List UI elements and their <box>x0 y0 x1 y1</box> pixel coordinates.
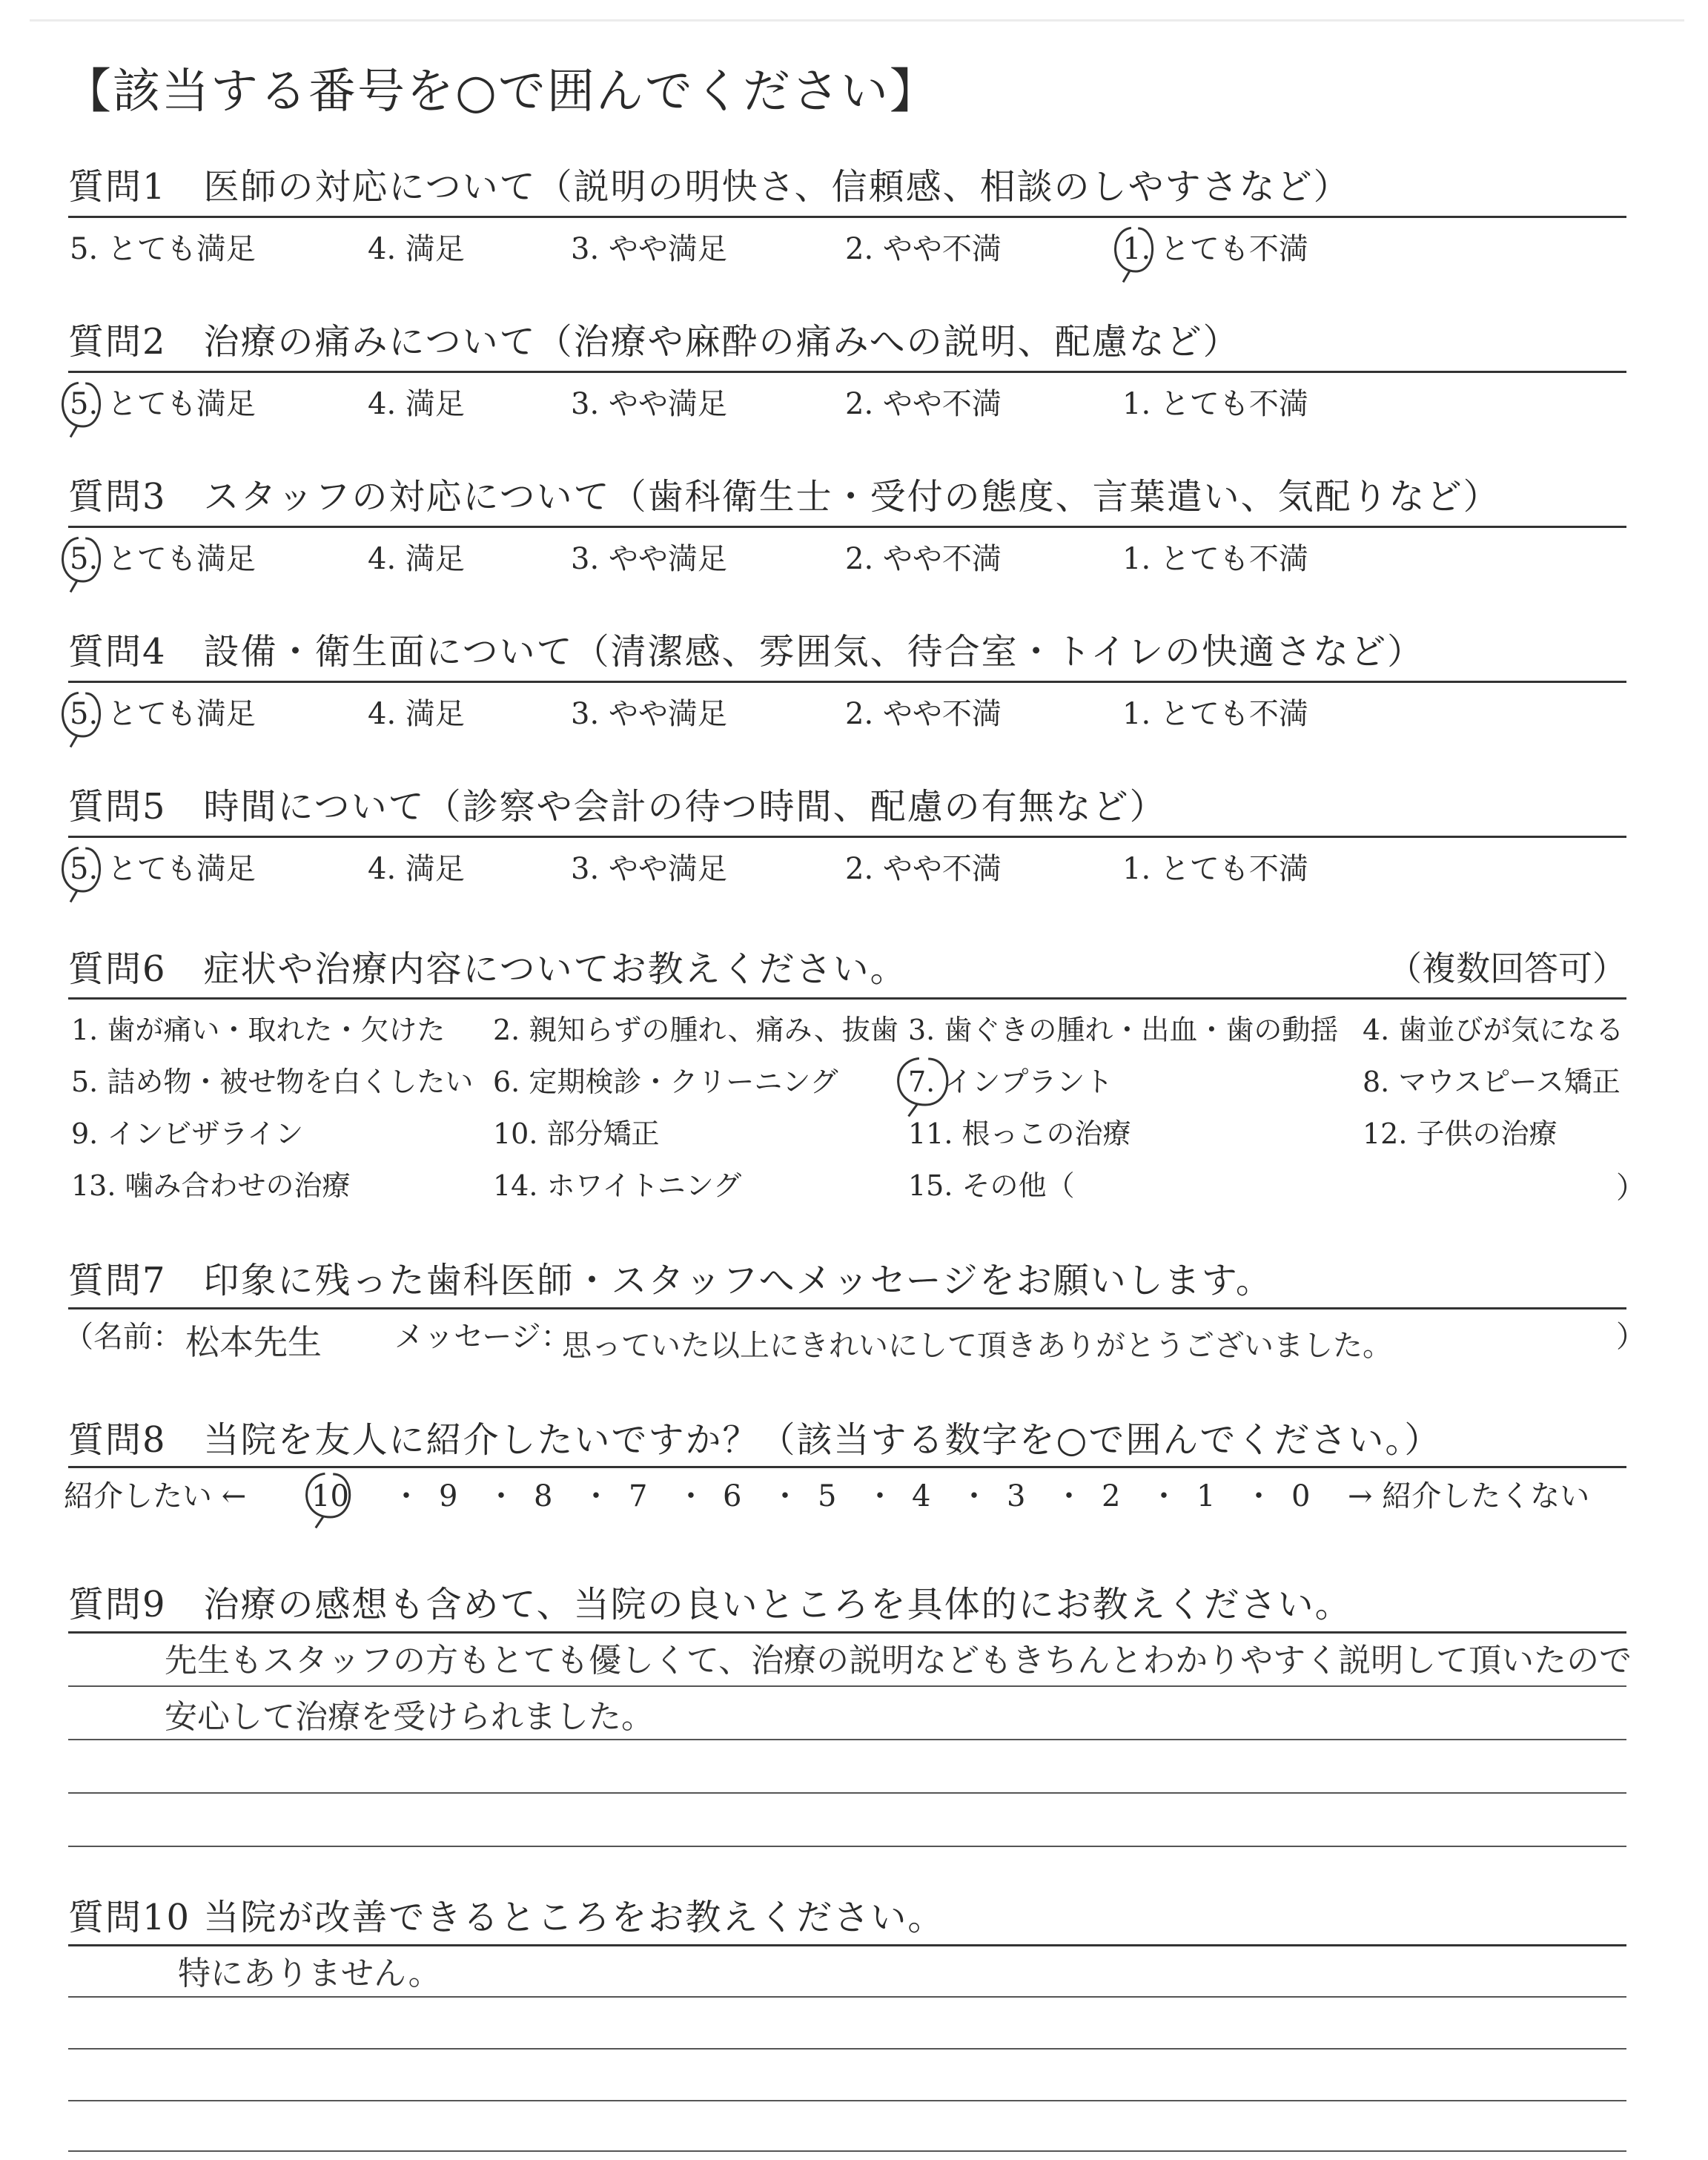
q4-option: 1. とても不満 <box>1122 697 1308 731</box>
q6-item: 9. インビザライン <box>71 1117 304 1150</box>
q9-rule <box>68 1631 1626 1634</box>
q5-option: 5. とても満足 <box>70 852 256 886</box>
q4-rule <box>68 681 1626 683</box>
q1-option: 5. とても満足 <box>70 232 256 266</box>
q6-item: 7. インプラント <box>908 1066 1113 1098</box>
q8-scale-dot: ・ <box>581 1479 611 1513</box>
q8-circle-mark <box>294 1467 362 1532</box>
q7-close: ） <box>1616 1320 1646 1354</box>
q5-option: 3. やや満足 <box>571 852 727 886</box>
q7-name-label: （名前： <box>64 1320 182 1354</box>
q8-scale-value: 1 <box>1196 1479 1216 1513</box>
q8-scale-dot: ・ <box>1149 1479 1179 1513</box>
q4-option: 2. やや不満 <box>845 697 1002 731</box>
q8-scale-value: 7 <box>629 1479 648 1513</box>
q9-answer-line <box>68 1685 1626 1687</box>
q8-scale-dot: ・ <box>1054 1479 1084 1513</box>
q8-scale-dot: ・ <box>865 1479 895 1513</box>
q9-title: 質問9 治療の感想も含めて、当院の良いところを具体的にお教えください。 <box>68 1584 1352 1625</box>
q2-rule <box>68 371 1626 373</box>
q4-title: 質問4 設備・衛生面について（清潔感、雰囲気、待合室・トイレの快適さなど） <box>68 631 1425 673</box>
q8-scale-dot: ・ <box>1244 1479 1274 1513</box>
q6-title: 質問6 症状や治療内容についてお教えください。 <box>68 948 907 990</box>
q2-option: 3. やや満足 <box>571 387 727 421</box>
q1-option: 4. 満足 <box>368 232 465 266</box>
q6-item: 2. 親知らずの腫れ、痛み、抜歯 <box>493 1014 898 1046</box>
q8-left-label: 紹介したい ← <box>64 1479 247 1513</box>
q10-handwritten-line-1: 特にありません。 <box>178 1955 441 1992</box>
q8-scale-value: 3 <box>1007 1479 1026 1513</box>
q10-rule <box>68 1944 1626 1946</box>
q8-scale-value: 10 <box>311 1479 349 1513</box>
q1-title: 質問1 医師の対応について（説明の明快さ、信頼感、相談のしやすさなど） <box>68 166 1351 208</box>
q10-answer-line <box>68 2150 1626 2152</box>
q8-scale-value: 8 <box>534 1479 553 1513</box>
q8-right-label: → 紹介したくない <box>1348 1479 1590 1513</box>
q6-item: 15. その他（ <box>908 1169 1075 1202</box>
q8-scale-dot: ・ <box>959 1479 989 1513</box>
q8-scale-dot: ・ <box>770 1479 800 1513</box>
q6-item: 5. 詰め物・被せ物を白くしたい <box>71 1066 474 1098</box>
q6-item: 13. 噛み合わせの治療 <box>71 1169 351 1202</box>
q8-scale-value: 5 <box>818 1479 837 1513</box>
q8-scale-value: 9 <box>439 1479 458 1513</box>
q7-rule <box>68 1307 1626 1309</box>
q8-scale-value: 4 <box>912 1479 931 1513</box>
q9-answer-line <box>68 1846 1626 1847</box>
q4-circle-mark <box>50 686 111 751</box>
q8-scale-value: 0 <box>1291 1479 1311 1513</box>
q8-scale-dot: ・ <box>486 1479 516 1513</box>
q8-title: 質問8 当院を友人に紹介したいですか？（該当する数字を○で囲んでください。） <box>68 1419 1442 1461</box>
q1-option: 3. やや満足 <box>571 232 727 266</box>
q3-title: 質問3 スタッフの対応について（歯科衛生士・受付の態度、言葉遣い、気配りなど） <box>68 476 1500 518</box>
q10-title: 質問10 当院が改善できるところをお教えください。 <box>68 1897 945 1938</box>
q4-option: 4. 満足 <box>368 697 465 731</box>
q5-option: 1. とても不満 <box>1122 852 1308 886</box>
q6-item: 3. 歯ぐきの腫れ・出血・歯の動揺 <box>908 1014 1339 1046</box>
q2-option: 5. とても満足 <box>70 387 256 421</box>
q2-option: 4. 満足 <box>368 387 465 421</box>
q3-option: 5. とても満足 <box>70 542 256 576</box>
q6-item: 14. ホワイトニング <box>493 1169 742 1202</box>
q2-option: 2. やや不満 <box>845 387 1002 421</box>
q6-circle-mark <box>884 1051 960 1120</box>
q9-handwritten-line-2: 安心して治療を受けられました。 <box>165 1698 654 1736</box>
q1-option: 2. やや不満 <box>845 232 1002 266</box>
scan-edge <box>30 19 1684 22</box>
q1-option: 1. とても不満 <box>1122 232 1308 266</box>
q3-option: 4. 満足 <box>368 542 465 576</box>
q8-scale-dot: ・ <box>676 1479 706 1513</box>
q10-answer-line <box>68 2048 1626 2050</box>
q9-answer-line <box>68 1792 1626 1794</box>
q5-circle-mark <box>50 841 111 906</box>
q6-item: 4. 歯並びが気になる <box>1363 1014 1624 1046</box>
q6-item: 8. マウスピース矯正 <box>1363 1066 1621 1098</box>
q8-scale-value: 6 <box>723 1479 742 1513</box>
page-heading: 【該当する番号を○で囲んでください】 <box>64 65 939 119</box>
q6-rule <box>68 997 1626 1000</box>
q7-name-handwritten: 松本先生 <box>185 1322 322 1362</box>
q5-option: 2. やや不満 <box>845 852 1002 886</box>
q3-option: 1. とても不満 <box>1122 542 1308 576</box>
q3-circle-mark <box>50 531 111 596</box>
q6-other-close: ） <box>1616 1171 1646 1205</box>
q6-item: 11. 根っこの治療 <box>908 1117 1131 1150</box>
q6-item: 6. 定期検診・クリーニング <box>493 1066 838 1098</box>
q4-option: 3. やや満足 <box>571 697 727 731</box>
q6-item: 1. 歯が痛い・取れた・欠けた <box>71 1014 446 1046</box>
q1-circle-mark <box>1103 221 1164 286</box>
q5-rule <box>68 836 1626 838</box>
q9-handwritten-line-1: 先生もスタッフの方もとても優しくて、治療の説明などもきちんとわかりやすく説明して頂いたので <box>165 1642 1632 1680</box>
q8-scale-dot: ・ <box>391 1479 421 1513</box>
q6-multiple-note: （複数回答可） <box>1388 948 1626 988</box>
q7-title: 質問7 印象に残った歯科医師・スタッフへメッセージをお願いします。 <box>68 1260 1273 1301</box>
q2-title: 質問2 治療の痛みについて（治療や麻酔の痛みへの説明、配慮など） <box>68 321 1240 363</box>
q2-circle-mark <box>50 376 111 441</box>
q7-message-handwritten: 思っていた以上にきれいにして頂きありがとうございました。 <box>562 1329 1392 1363</box>
q1-rule <box>68 216 1626 218</box>
q3-option: 3. やや満足 <box>571 542 727 576</box>
q8-scale-value: 2 <box>1102 1479 1121 1513</box>
q3-option: 2. やや不満 <box>845 542 1002 576</box>
q2-option: 1. とても不満 <box>1122 387 1308 421</box>
q3-rule <box>68 526 1626 528</box>
q5-option: 4. 満足 <box>368 852 465 886</box>
q10-answer-line <box>68 1996 1626 1998</box>
q6-item: 10. 部分矯正 <box>493 1117 660 1150</box>
q10-answer-line <box>68 2100 1626 2101</box>
q6-item: 12. 子供の治療 <box>1363 1117 1558 1150</box>
q9-answer-line <box>68 1739 1626 1740</box>
q5-title: 質問5 時間について（診察や会計の待つ時間、配慮の有無など） <box>68 786 1167 828</box>
q4-option: 5. とても満足 <box>70 697 256 731</box>
q7-message-label: メッセージ： <box>394 1320 571 1354</box>
